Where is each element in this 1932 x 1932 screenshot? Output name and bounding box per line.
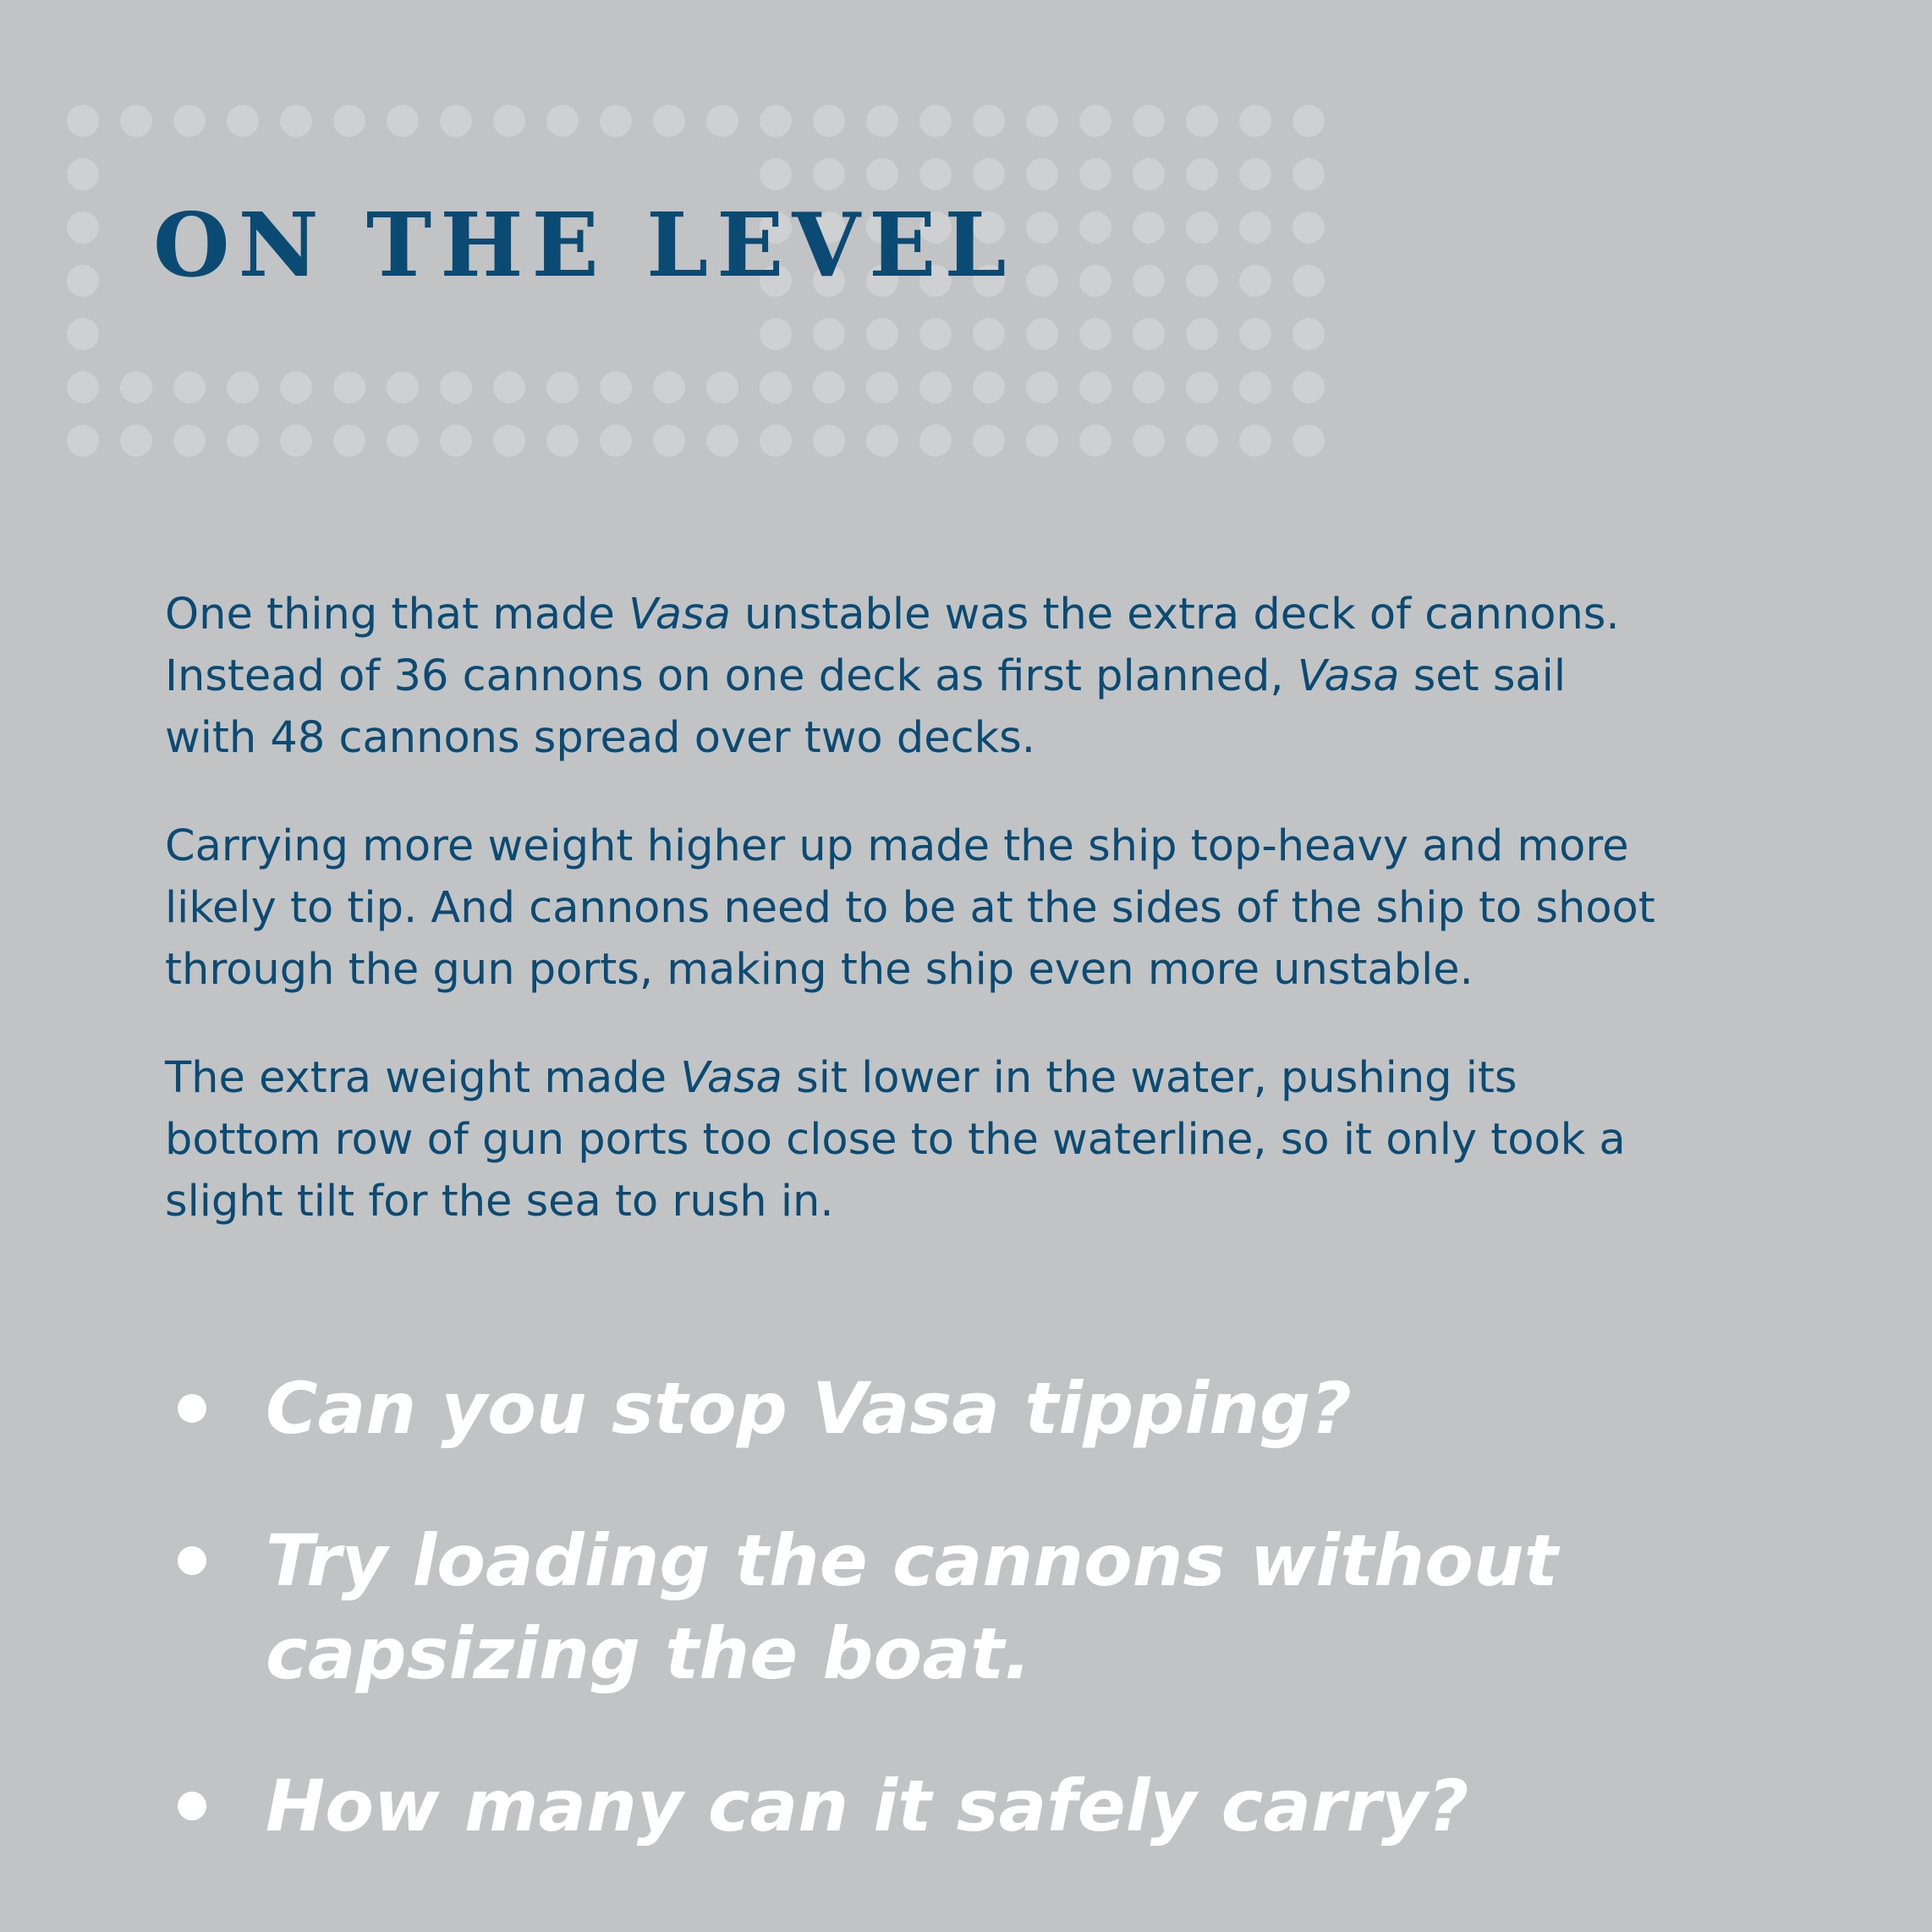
decorative-dot [1133,105,1165,137]
decorative-dot [1186,425,1218,457]
prompt-text: Can you stop Vasa tipping? [266,1367,1352,1450]
decorative-dot [653,371,685,403]
decorative-dot [919,105,952,137]
decorative-dot [866,425,898,457]
decorative-dot [760,158,792,190]
decorative-dot [600,425,632,457]
paragraph-2-text: Carrying more weight higher up made the ship top-heavy and more likely to tip. And cannons need to be at the sides of the ship to shoot through the gun ports, making the ship even more unstable. [165,821,1655,995]
prompt-item [174,1759,1866,1852]
decorative-dot [866,318,898,350]
decorative-dot [1239,318,1271,350]
page-title: ON THE LEVEL [153,193,1015,297]
decorative-dot [813,105,845,137]
decorative-dot [866,371,898,403]
decorative-dot [1133,265,1165,297]
decorative-dot [706,371,738,403]
decorative-dot [120,425,152,457]
decorative-dot [67,318,99,350]
decorative-dot [919,371,952,403]
decorative-dot [227,105,259,137]
decorative-dot [600,371,632,403]
decorative-dot [1186,105,1218,137]
decorative-dot [1133,318,1165,350]
paragraph-3-part-2: sit lower in the water, pushing its bottom row of gun ports too close to the waterline, so it only took a slight tilt for the sea to rush in. [165,1053,1626,1227]
paragraph-2 [165,815,1671,1001]
paragraph-1-ship-name: Vasa [628,590,731,639]
decorative-dot [1026,211,1058,244]
prompt-item [174,1362,1866,1455]
decorative-dot [653,425,685,457]
decorative-dot [1239,425,1271,457]
decorative-dot [866,158,898,190]
decorative-dot [973,105,1005,137]
decorative-dot [546,371,579,403]
decorative-dot [493,371,525,403]
decorative-dot [173,105,206,137]
decorative-dot [440,105,472,137]
bullet-icon [178,1792,206,1820]
paragraph-1-ship-name-2: Vasa [1297,651,1400,701]
decorative-dot [760,425,792,457]
paragraph-1-part-3: set sail with 48 cannons spread over two decks. [165,651,1567,763]
decorative-dot [1079,158,1111,190]
decorative-dot [493,105,525,137]
decorative-dot [919,158,952,190]
decorative-dot [1026,371,1058,403]
decorative-dot [653,105,685,137]
decorative-dot [67,265,99,297]
decorative-dot [813,371,845,403]
decorative-dot [280,425,312,457]
decorative-dot [387,371,419,403]
paragraph-3-ship-name: Vasa [680,1053,782,1103]
decorative-dot [67,105,99,137]
decorative-dot [387,425,419,457]
decorative-dot [1293,265,1325,297]
paragraph-3-part-1: The extra weight made [165,1053,681,1103]
decorative-dot [973,425,1005,457]
decorative-dot [1293,425,1325,457]
paragraph-1-part-2: unstable was the extra deck of cannons. Instead of 36 cannons on one deck as first planned, [165,590,1620,701]
decorative-dot [1186,211,1218,244]
decorative-dot [546,105,579,137]
decorative-dot [280,371,312,403]
bullet-icon [178,1394,206,1423]
prompt-text: Try loading the cannons without capsizing the boat. [266,1519,1558,1695]
decorative-dot [1079,265,1111,297]
prompt-item [174,1514,1866,1700]
decorative-dot [1133,425,1165,457]
paragraph-3 [165,1047,1671,1232]
decorative-dot [1026,158,1058,190]
decorative-dot [120,105,152,137]
bullet-icon [178,1546,206,1575]
decorative-dot [760,371,792,403]
decorative-dot [973,158,1005,190]
decorative-dot [813,318,845,350]
decorative-dot [1079,371,1111,403]
decorative-dot [1293,211,1325,244]
decorative-dot [1079,318,1111,350]
decorative-dot [493,425,525,457]
body-text [165,584,1671,1279]
decorative-dot [440,371,472,403]
decorative-dot [1026,105,1058,137]
decorative-dot [1133,371,1165,403]
decorative-dot [1026,425,1058,457]
decorative-dot [1239,105,1271,137]
decorative-dot [1186,158,1218,190]
decorative-dot [333,371,365,403]
decorative-dot [1186,318,1218,350]
decorative-dot [173,371,206,403]
decorative-dot [1079,425,1111,457]
decorative-dot [973,371,1005,403]
paragraph-1-part-1: One thing that made [165,590,629,639]
decorative-dot [1239,211,1271,244]
decorative-dot [706,105,738,137]
decorative-dot [1239,158,1271,190]
decorative-dot [1293,371,1325,403]
prompt-list [174,1362,1866,1912]
decorative-dot [973,318,1005,350]
decorative-dot [600,105,632,137]
decorative-dot [1079,211,1111,244]
decorative-dot [760,318,792,350]
decorative-dot [120,371,152,403]
decorative-dot [1026,265,1058,297]
decorative-dot [866,105,898,137]
decorative-dot [67,158,99,190]
decorative-dot [546,425,579,457]
decorative-dot [227,371,259,403]
decorative-dot [1239,371,1271,403]
decorative-dot [1293,105,1325,137]
decorative-dot [67,425,99,457]
decorative-dot [1186,371,1218,403]
decorative-dot [919,318,952,350]
decorative-dot [173,425,206,457]
paragraph-1 [165,584,1671,769]
decorative-dot [813,425,845,457]
decorative-dot [1079,105,1111,137]
decorative-dot [1239,265,1271,297]
prompt-text: How many can it safely carry? [266,1765,1469,1847]
decorative-dot [919,425,952,457]
decorative-dot [333,425,365,457]
decorative-dot [440,425,472,457]
decorative-dot [1133,158,1165,190]
decorative-dot [67,371,99,403]
decorative-dot [1186,265,1218,297]
decorative-dot [1133,211,1165,244]
decorative-dot [813,158,845,190]
decorative-dot [333,105,365,137]
decorative-dot [1293,158,1325,190]
decorative-dot [760,105,792,137]
decorative-dot [67,211,99,244]
decorative-dot [1293,318,1325,350]
decorative-dot [1026,318,1058,350]
decorative-dot [280,105,312,137]
decorative-dot [227,425,259,457]
decorative-dot [706,425,738,457]
decorative-dot [387,105,419,137]
